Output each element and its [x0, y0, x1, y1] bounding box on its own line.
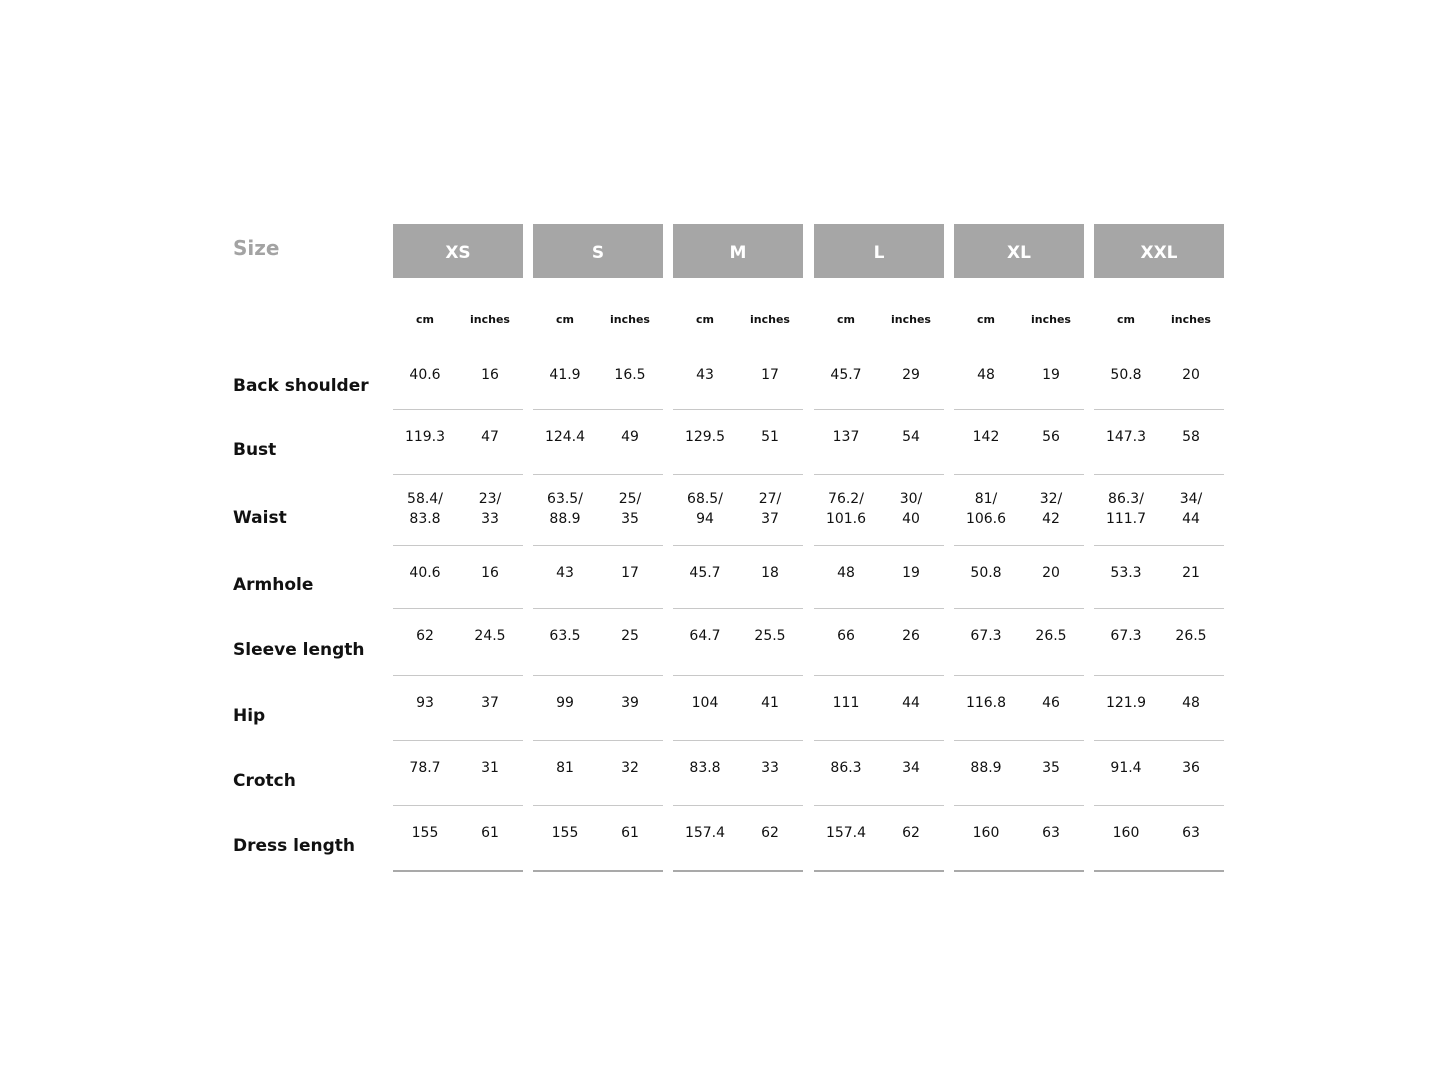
- table-cell: 32: [621, 760, 639, 776]
- size-header-xs: XS: [393, 224, 523, 278]
- row-divider: [673, 545, 803, 546]
- size-header-l: L: [814, 224, 944, 278]
- table-cell: 116.8: [965, 695, 1007, 711]
- table-cell: 45.7: [689, 565, 721, 581]
- table-cell: 67.3: [970, 628, 1002, 644]
- row-divider: [814, 608, 944, 609]
- table-cell: 26: [902, 628, 920, 644]
- unit-label-cm: cm: [696, 313, 714, 326]
- table-cell: 157.4: [684, 825, 726, 841]
- table-cell: 48: [1182, 695, 1200, 711]
- row-label: Back shoulder: [233, 376, 369, 396]
- row-divider: [954, 608, 1084, 609]
- table-cell: 63.5/ 88.9: [547, 491, 583, 527]
- row-divider: [814, 474, 944, 475]
- table-cell: 58: [1182, 429, 1200, 445]
- table-cell: 64.7: [689, 628, 721, 644]
- unit-label-cm: cm: [837, 313, 855, 326]
- table-cell: 43: [696, 367, 714, 383]
- table-cell: 16: [481, 367, 499, 383]
- table-cell: 63: [1182, 825, 1200, 841]
- table-cell: 20: [1042, 565, 1060, 581]
- table-cell: 19: [902, 565, 920, 581]
- row-divider: [533, 675, 663, 676]
- table-cell: 62: [902, 825, 920, 841]
- row-label: Dress length: [233, 835, 356, 856]
- unit-label-cm: cm: [977, 313, 995, 326]
- table-cell: 30/ 40: [899, 491, 923, 527]
- table-cell: 25: [621, 628, 639, 644]
- table-cell: 83.8: [689, 760, 721, 776]
- table-cell: 26.5: [1175, 628, 1207, 644]
- row-divider: [393, 409, 523, 410]
- table-cell: 48: [977, 367, 995, 383]
- table-cell: 61: [621, 825, 639, 841]
- unit-label-inches: inches: [1031, 313, 1071, 326]
- row-label: Crotch: [233, 770, 296, 791]
- size-header-xxl: XXL: [1094, 224, 1224, 278]
- size-header-m: M: [673, 224, 803, 278]
- table-cell: 41: [761, 695, 779, 711]
- table-cell: 31: [481, 760, 499, 776]
- unit-label-inches: inches: [891, 313, 931, 326]
- table-cell: 67.3: [1110, 628, 1142, 644]
- table-cell: 26.5: [1035, 628, 1067, 644]
- table-cell: 124.4: [544, 429, 586, 445]
- table-cell: 33: [761, 760, 779, 776]
- table-cell: 39: [621, 695, 639, 711]
- row-divider: [954, 545, 1084, 546]
- row-divider: [814, 675, 944, 676]
- row-divider: [814, 545, 944, 546]
- table-cell: 25/ 35: [618, 491, 642, 527]
- table-cell: 29: [902, 367, 920, 383]
- row-divider: [814, 740, 944, 741]
- table-cell: 129.5: [684, 429, 726, 445]
- table-cell: 16: [481, 565, 499, 581]
- table-cell: 44: [902, 695, 920, 711]
- row-divider: [533, 805, 663, 806]
- row-divider: [533, 409, 663, 410]
- row-divider: [1094, 740, 1224, 741]
- table-cell: 18: [761, 565, 779, 581]
- row-divider: [533, 608, 663, 609]
- table-cell: 81/ 106.6: [965, 491, 1007, 527]
- row-divider: [533, 545, 663, 546]
- table-cell: 50.8: [1110, 367, 1142, 383]
- row-divider: [1094, 805, 1224, 806]
- table-cell: 47: [481, 429, 499, 445]
- table-cell: 121.9: [1105, 695, 1147, 711]
- row-divider: [673, 675, 803, 676]
- unit-label-inches: inches: [610, 313, 650, 326]
- table-cell: 53.3: [1110, 565, 1142, 581]
- table-cell: 32/ 42: [1039, 491, 1063, 527]
- table-cell: 45.7: [830, 367, 862, 383]
- table-cell: 119.3: [404, 429, 446, 445]
- row-divider: [533, 740, 663, 741]
- table-cell: 111: [832, 695, 860, 711]
- row-divider: [1094, 675, 1224, 676]
- row-divider: [1094, 545, 1224, 546]
- row-divider: [954, 805, 1084, 806]
- table-cell: 66: [837, 628, 855, 644]
- table-cell: 160: [1112, 825, 1140, 841]
- table-cell: 76.2/ 101.6: [825, 491, 867, 527]
- row-divider: [814, 805, 944, 806]
- row-divider: [673, 474, 803, 475]
- table-cell: 61: [481, 825, 499, 841]
- table-cell: 40.6: [409, 367, 441, 383]
- table-cell: 34: [902, 760, 920, 776]
- row-divider: [673, 870, 803, 872]
- row-divider: [533, 474, 663, 475]
- unit-label-cm: cm: [1117, 313, 1135, 326]
- table-cell: 104: [691, 695, 719, 711]
- table-cell: 25.5: [754, 628, 786, 644]
- row-label: Hip: [233, 705, 266, 726]
- row-divider: [393, 474, 523, 475]
- table-cell: 46: [1042, 695, 1060, 711]
- table-cell: 157.4: [825, 825, 867, 841]
- table-cell: 37: [481, 695, 499, 711]
- table-cell: 24.5: [474, 628, 506, 644]
- table-cell: 21: [1182, 565, 1200, 581]
- table-cell: 43: [556, 565, 574, 581]
- table-cell: 20: [1182, 367, 1200, 383]
- table-cell: 62: [416, 628, 434, 644]
- size-header-s: S: [533, 224, 663, 278]
- table-cell: 49: [621, 429, 639, 445]
- row-divider: [393, 675, 523, 676]
- table-cell: 147.3: [1105, 429, 1147, 445]
- size-title: Size: [233, 236, 280, 260]
- row-divider: [954, 474, 1084, 475]
- table-cell: 63.5: [549, 628, 581, 644]
- table-cell: 23/ 33: [478, 491, 502, 527]
- table-cell: 58.4/ 83.8: [407, 491, 443, 527]
- unit-label-cm: cm: [556, 313, 574, 326]
- row-divider: [673, 409, 803, 410]
- row-divider: [393, 545, 523, 546]
- table-cell: 19: [1042, 367, 1060, 383]
- row-divider: [673, 805, 803, 806]
- row-divider: [954, 740, 1084, 741]
- row-divider: [814, 409, 944, 410]
- row-label: Sleeve length: [233, 639, 365, 660]
- table-cell: 34/ 44: [1179, 491, 1203, 527]
- table-cell: 88.9: [970, 760, 1002, 776]
- table-cell: 56: [1042, 429, 1060, 445]
- table-cell: 41.9: [549, 367, 581, 383]
- table-cell: 155: [411, 825, 439, 841]
- unit-label-cm: cm: [416, 313, 434, 326]
- table-cell: 16.5: [614, 367, 646, 383]
- table-cell: 27/ 37: [758, 491, 782, 527]
- table-cell: 86.3/ 111.7: [1105, 491, 1147, 527]
- row-divider: [1094, 409, 1224, 410]
- table-cell: 51: [761, 429, 779, 445]
- table-cell: 17: [761, 367, 779, 383]
- row-divider: [393, 740, 523, 741]
- table-cell: 93: [416, 695, 434, 711]
- row-divider: [393, 870, 523, 872]
- table-cell: 81: [556, 760, 574, 776]
- table-cell: 50.8: [970, 565, 1002, 581]
- row-divider: [954, 675, 1084, 676]
- row-divider: [533, 870, 663, 872]
- unit-label-inches: inches: [750, 313, 790, 326]
- row-divider: [814, 870, 944, 872]
- table-cell: 17: [621, 565, 639, 581]
- table-cell: 91.4: [1110, 760, 1142, 776]
- row-divider: [954, 409, 1084, 410]
- row-divider: [954, 870, 1084, 872]
- table-cell: 48: [837, 565, 855, 581]
- row-divider: [1094, 608, 1224, 609]
- row-divider: [673, 608, 803, 609]
- table-cell: 99: [556, 695, 574, 711]
- table-cell: 35: [1042, 760, 1060, 776]
- table-cell: 137: [832, 429, 860, 445]
- table-cell: 68.5/ 94: [687, 491, 723, 527]
- table-cell: 54: [902, 429, 920, 445]
- row-label: Bust: [233, 439, 277, 460]
- table-cell: 78.7: [409, 760, 441, 776]
- row-divider: [673, 740, 803, 741]
- row-label: Armhole: [233, 574, 314, 595]
- table-cell: 36: [1182, 760, 1200, 776]
- table-cell: 86.3: [830, 760, 862, 776]
- table-cell: 142: [972, 429, 1000, 445]
- unit-label-inches: inches: [470, 313, 510, 326]
- table-cell: 155: [551, 825, 579, 841]
- row-divider: [1094, 870, 1224, 872]
- row-divider: [393, 805, 523, 806]
- table-cell: 62: [761, 825, 779, 841]
- table-cell: 160: [972, 825, 1000, 841]
- row-divider: [393, 608, 523, 609]
- row-divider: [1094, 474, 1224, 475]
- unit-label-inches: inches: [1171, 313, 1211, 326]
- table-cell: 40.6: [409, 565, 441, 581]
- row-label: Waist: [233, 507, 287, 528]
- size-header-xl: XL: [954, 224, 1084, 278]
- table-cell: 63: [1042, 825, 1060, 841]
